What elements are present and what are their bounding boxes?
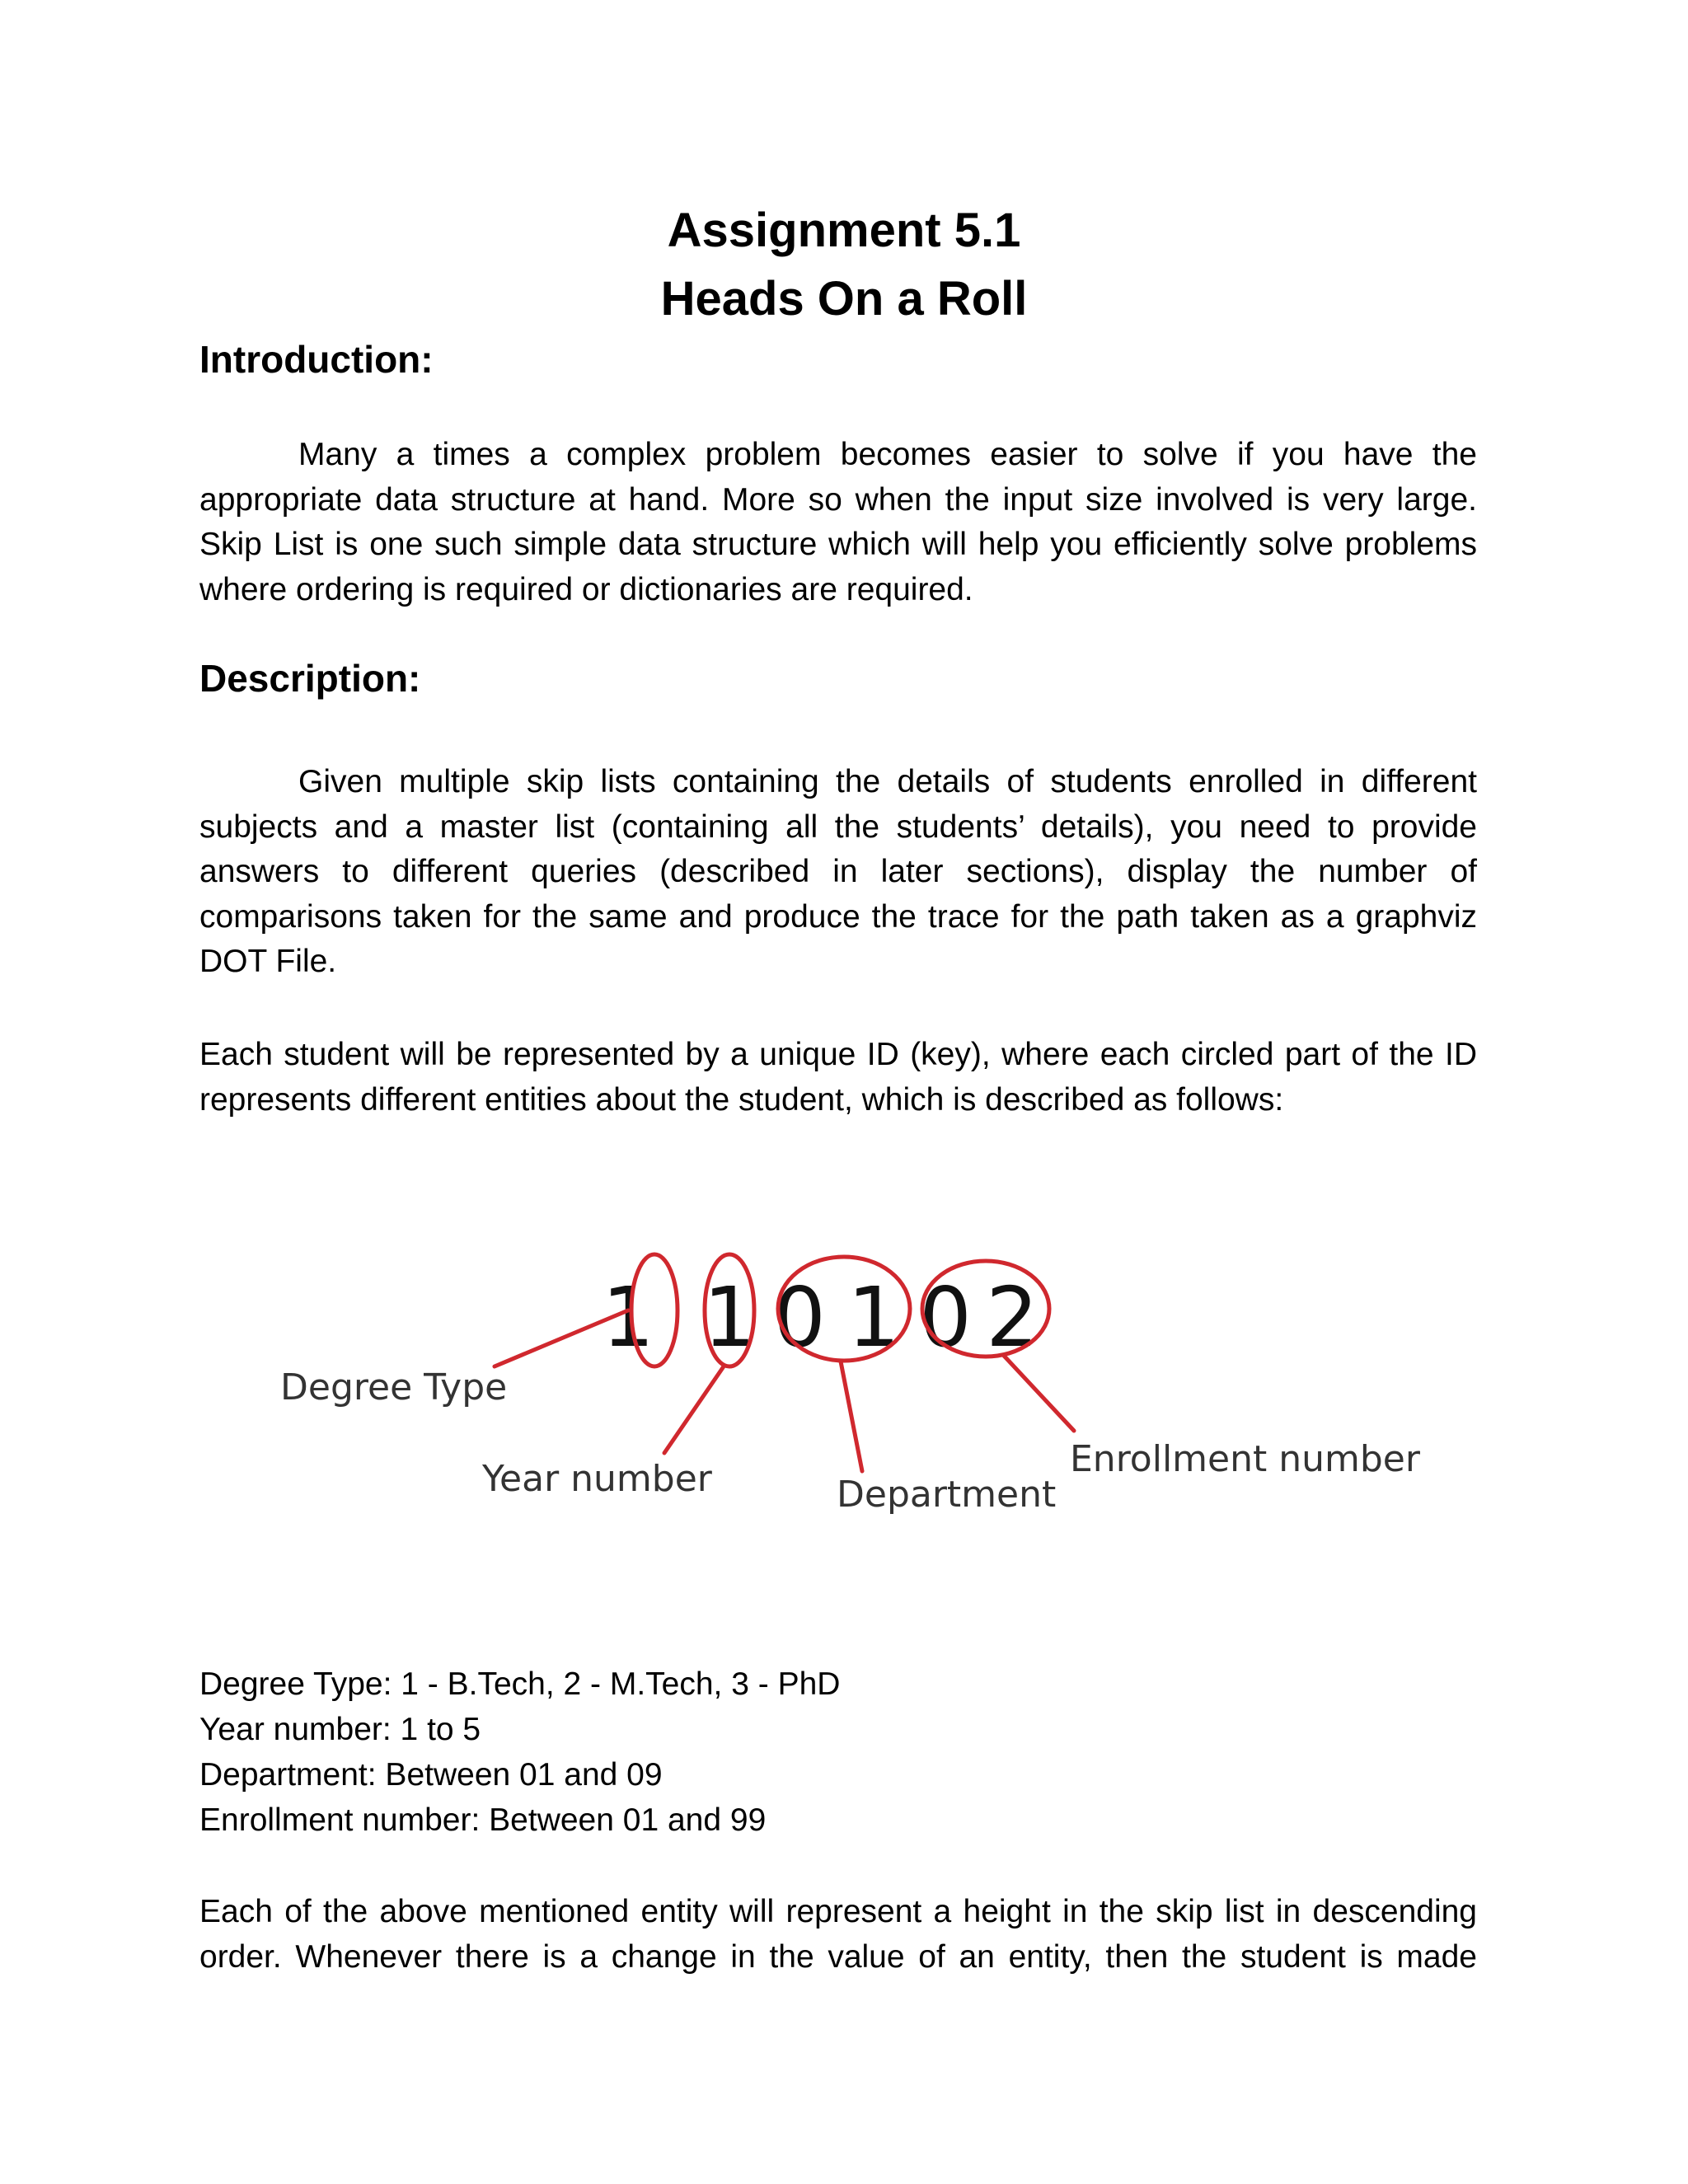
closing-paragraph-line-1: Each of the above mentioned entity will represent a height in the skip list in descending — [199, 1894, 1477, 1929]
description-heading: Description: — [199, 657, 421, 700]
id-digit-2: 1 — [703, 1269, 756, 1366]
definition-year-number: Year number: 1 to 5 — [199, 1712, 481, 1747]
id-digit-6: 2 — [986, 1269, 1039, 1366]
department-label: Department — [837, 1474, 1057, 1516]
introduction-heading: Introduction: — [199, 338, 434, 381]
title-line-2: Heads On a Roll — [660, 272, 1028, 326]
closing-paragraph-line-2: order. Whenever there is a change in the value of an entity, then the student is made — [199, 1939, 1477, 1975]
id-digit-3: 0 — [773, 1269, 826, 1366]
definition-enrollment-number: Enrollment number: Between 01 and 99 — [199, 1802, 767, 1838]
definition-department: Department: Between 01 and 09 — [199, 1757, 663, 1793]
description-paragraph-1: Given multiple skip lists containing the details of students enrolled in different subjects and a master list (containing all the students’ details), you need to provide answers to different queries (described in later sections), display the number of comparisons taken for the same and produce the trace for the path taken as a graphviz DOT File. — [199, 764, 1477, 979]
title-line-1: Assignment 5.1 — [667, 204, 1021, 257]
department-connector — [841, 1361, 862, 1471]
year-number-connector — [664, 1366, 724, 1453]
introduction-paragraph: Many a times a complex problem becomes easier to solve if you have the appropriate data structure at hand. More so when the input size involved is very large. Skip List is one such simple data structure which will help you efficiently solve problems where ordering is required or dictionaries are required. — [199, 437, 1477, 607]
id-digit-1: 1 — [602, 1269, 654, 1366]
description-paragraph-2: Each student will be represented by a unique ID (key), where each circled part of the ID represents different entities about the student, which is described as follows: — [199, 1037, 1477, 1118]
enrollment-number-connector — [1004, 1356, 1074, 1431]
student-id-figure — [247, 1220, 1467, 1549]
definition-degree-type: Degree Type: 1 - B.Tech, 2 - M.Tech, 3 - PhD — [199, 1666, 841, 1702]
id-digit-5: 0 — [919, 1269, 972, 1366]
year-number-label: Year number — [482, 1458, 712, 1500]
id-digit-4: 1 — [847, 1269, 900, 1366]
enrollment-number-label: Enrollment number — [1070, 1438, 1420, 1480]
degree-type-label: Degree Type — [280, 1366, 508, 1408]
